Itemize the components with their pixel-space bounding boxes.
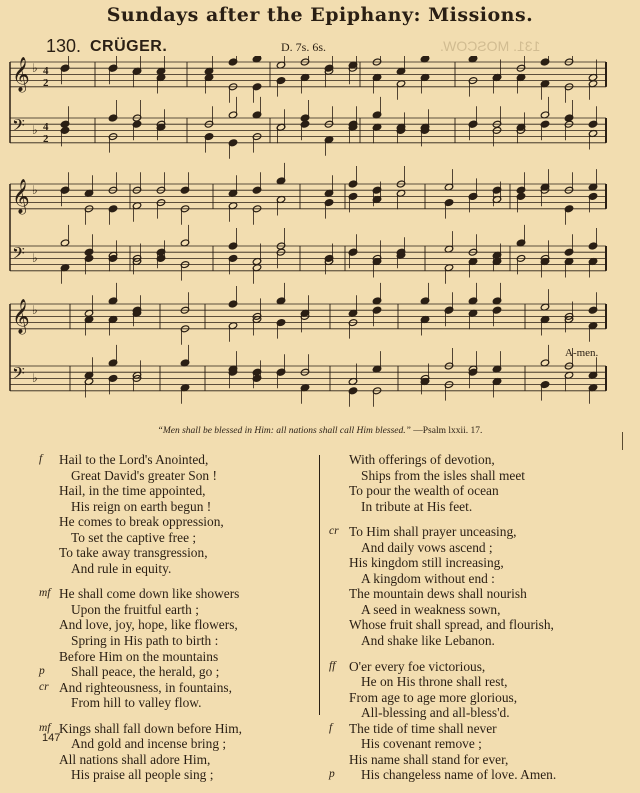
- verse-text: Great David's greater Son !: [71, 467, 217, 483]
- verse-text: Ships from the isles shall meet: [361, 467, 526, 483]
- verse-line: [332, 540, 612, 556]
- key-signature-flat: ♭: [32, 303, 38, 317]
- verse-line: [42, 752, 312, 768]
- verse-text: And daily vows ascend ;: [361, 539, 493, 555]
- dynamic-marking: mf: [39, 721, 51, 734]
- verse-text: To take away transgression,: [59, 545, 208, 561]
- verse-text: He on His throne shall rest,: [361, 674, 508, 690]
- stanza: [39, 586, 312, 711]
- verse-text: The tide of time shall never: [349, 720, 497, 736]
- time-signature-bottom: 2: [43, 133, 49, 145]
- music-score: [0, 56, 640, 416]
- bass-clef: 𝄢: [12, 115, 25, 139]
- verse-text: He comes to break oppression,: [59, 514, 224, 530]
- verse-text: His praise all people sing ;: [71, 767, 214, 783]
- verse-line: [332, 617, 612, 633]
- verse-line: [42, 736, 312, 752]
- verse-line: [332, 736, 612, 752]
- stanza: [39, 452, 312, 576]
- time-signature-top: 4: [43, 65, 49, 77]
- verse-line: [332, 483, 612, 499]
- lyrics-left-column: [39, 452, 312, 793]
- verse-line: [332, 499, 612, 515]
- verse-text: A kingdom without end :: [361, 570, 495, 586]
- verse-line: [332, 705, 612, 721]
- verse-line: [39, 664, 312, 680]
- stanza: [329, 658, 612, 783]
- verse-text: Upon the fruitful earth ;: [71, 601, 199, 617]
- treble-clef: 𝄞: [12, 57, 30, 92]
- verse-line: [332, 633, 612, 649]
- verse-line: [329, 524, 612, 540]
- epigraph-quote: “Men shall be blessed in Him: all nations shall call Him blessed.”: [157, 426, 411, 436]
- verse-text: Spring in His path to birth :: [71, 633, 219, 649]
- verse-line: [329, 720, 612, 737]
- verse-text: His covenant remove ;: [361, 736, 482, 752]
- verse-line: [332, 571, 612, 587]
- key-signature-flat: ♭: [32, 61, 38, 75]
- dynamic-marking: p: [329, 768, 335, 781]
- dynamic-marking: f: [329, 721, 333, 734]
- verse-line: [332, 555, 612, 571]
- verse-line: [42, 695, 312, 711]
- time-signature-bottom: 2: [43, 77, 49, 89]
- verse-line: [42, 545, 312, 561]
- verse-line: [332, 752, 612, 768]
- verse-line: [332, 452, 612, 468]
- verse-line: [42, 468, 312, 484]
- stanza: [329, 524, 612, 649]
- hymn-number: 130.: [46, 36, 82, 56]
- treble-clef: 𝄞: [12, 299, 30, 334]
- verse-text: And rule in equity.: [71, 560, 172, 576]
- bass-clef: 𝄢: [12, 243, 25, 267]
- verse-line: [42, 602, 312, 618]
- verse-line: [332, 468, 612, 484]
- lyrics-right-column: [329, 452, 612, 793]
- verse-line: [332, 602, 612, 618]
- verse-line: [332, 690, 612, 706]
- verse-text: O'er every foe victorious,: [349, 658, 486, 674]
- verse-text: From hill to valley flow.: [71, 695, 202, 711]
- verse-text: Whose fruit shall spread, and flourish,: [349, 617, 554, 633]
- treble-clef: 𝄞: [12, 179, 30, 214]
- verse-text: His kingdom still increasing,: [349, 555, 504, 571]
- key-signature-flat: ♭: [32, 371, 38, 385]
- verse-line: [39, 679, 312, 696]
- verse-text: His reign on earth begun !: [71, 498, 212, 514]
- verse-text: The mountain dews shall nourish: [349, 586, 527, 602]
- page-title: Sundays after the Epiphany: Missions.: [106, 4, 534, 26]
- key-signature-flat: ♭: [32, 123, 38, 137]
- verse-text: And love, joy, hope, like flowers,: [59, 617, 238, 633]
- verse-text: Shall peace, the herald, go ;: [71, 664, 220, 680]
- verse-text: His name shall stand for ever,: [349, 751, 509, 767]
- verse-line: [39, 586, 312, 602]
- dynamic-marking: f: [39, 453, 43, 465]
- dynamic-marking: cr: [39, 680, 49, 693]
- bleed-through-header: 131. MOSCOW.: [440, 38, 541, 54]
- verse-line: [42, 561, 312, 577]
- verse-text: With offerings of devotion,: [349, 452, 495, 467]
- dynamic-marking: mf: [39, 587, 51, 600]
- verse-text: He shall come down like showers: [59, 586, 240, 602]
- verse-text: In tribute at His feet.: [361, 498, 473, 514]
- verse-text: To set the captive free ;: [71, 529, 197, 545]
- verse-text: And righteousness, in fountains,: [59, 679, 232, 695]
- verse-text: Kings shall fall down before Him,: [59, 720, 242, 736]
- amen-label: A-men.: [565, 347, 599, 359]
- verse-line: [42, 649, 312, 665]
- key-signature-flat: ♭: [32, 251, 38, 265]
- verse-text: And shake like Lebanon.: [361, 633, 495, 649]
- verse-line: [39, 720, 312, 737]
- dynamic-marking: cr: [329, 525, 339, 538]
- verse-text: Before Him on the mountains: [59, 648, 219, 664]
- verse-line: [42, 499, 312, 515]
- verse-text: From age to age more glorious,: [349, 689, 518, 705]
- verse-text: A seed in weakness sown,: [361, 601, 501, 617]
- column-divider: [319, 455, 320, 715]
- key-signature-flat: ♭: [32, 183, 38, 197]
- verse-text: And gold and incense bring ;: [71, 736, 227, 752]
- verse-line: [39, 452, 312, 468]
- time-signature-top: 4: [43, 121, 49, 133]
- dynamic-marking: p: [39, 665, 45, 678]
- verse-text: All-blessing and all-bless'd.: [361, 705, 510, 721]
- verse-line: [332, 586, 612, 602]
- tune-name: CRÜGER.: [90, 38, 168, 55]
- stanza: [332, 452, 612, 514]
- verse-text: Hail, in the time appointed,: [59, 483, 206, 499]
- verse-text: Hail to the Lord's Anointed,: [59, 452, 209, 467]
- verse-line: [42, 483, 312, 499]
- page-number: 147: [42, 732, 61, 744]
- verse-line: [42, 633, 312, 649]
- hymn-meter: D. 7s. 6s.: [281, 40, 327, 54]
- bass-clef: 𝄢: [12, 363, 25, 387]
- verse-text: To pour the wealth of ocean: [349, 483, 499, 499]
- verse-line: [42, 617, 312, 633]
- verse-line: [42, 514, 312, 530]
- epigraph: [0, 426, 640, 436]
- verse-line: [329, 658, 612, 675]
- verse-line: [332, 674, 612, 690]
- margin-mark: [622, 432, 623, 450]
- verse-text: All nations shall adore Him,: [59, 751, 211, 767]
- stanza: [39, 720, 312, 783]
- verse-text: To Him shall prayer unceasing,: [349, 524, 517, 540]
- verse-line: [42, 530, 312, 546]
- dynamic-marking: ff: [329, 659, 336, 672]
- verse-text: His changeless name of love. Amen.: [361, 767, 557, 783]
- epigraph-source: —Psalm lxxii. 17.: [413, 426, 483, 436]
